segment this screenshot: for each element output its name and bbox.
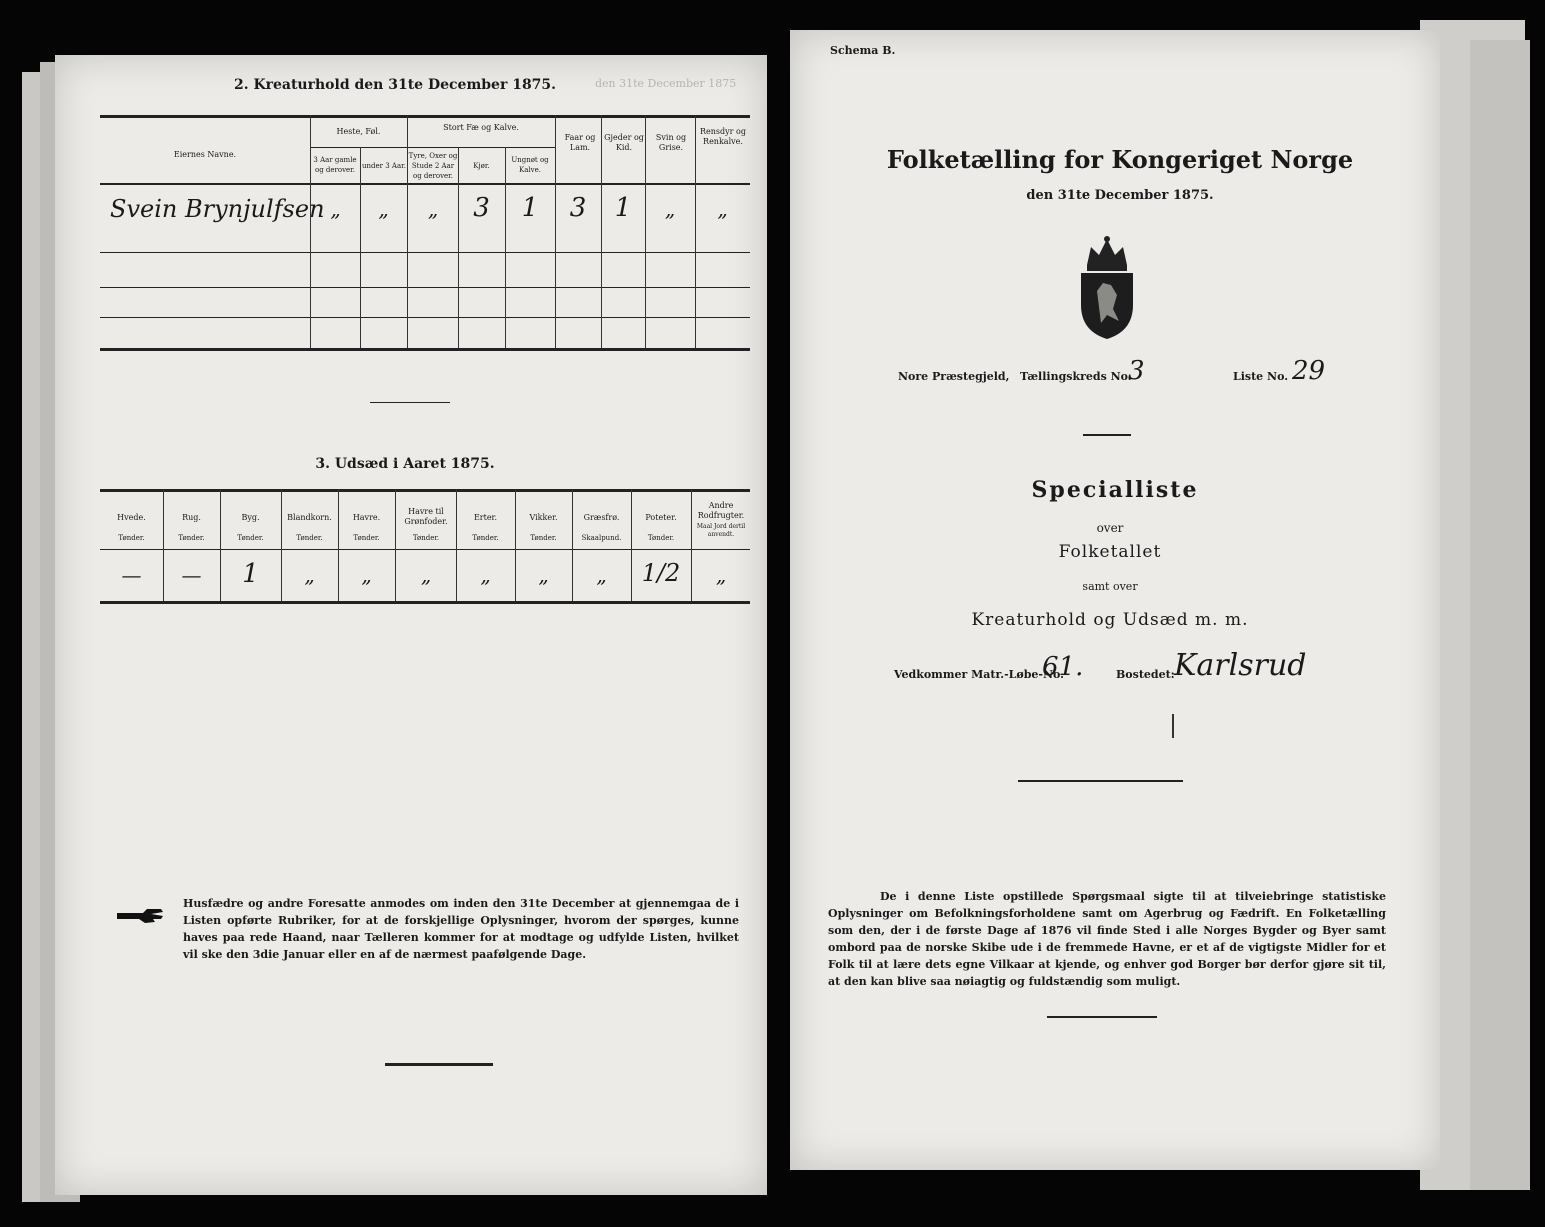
udsaed-value-vikker: „ (538, 563, 549, 587)
kreds-label: Tællingskreds No. (1020, 370, 1132, 383)
header-stort-fae: Stort Fæ og Kalve. (443, 123, 519, 132)
pointing-hand-icon (115, 905, 165, 927)
footer-rule (385, 1063, 493, 1066)
value-faar: 3 (569, 193, 587, 223)
udsaed-value-poteter: 1/2 (641, 559, 681, 587)
header-heste-sub1: 3 Aar gamle og derover. (313, 156, 357, 174)
specialliste-heading: Specialliste (1031, 477, 1199, 503)
value-rensdyr: „ (717, 197, 728, 221)
kreaturhold-heading: Kreaturhold og Udsæd m. m. (971, 610, 1249, 630)
udsaed-head-graesfro: Græsfrø. (583, 513, 620, 522)
bosted-label: Bostedet: (1116, 668, 1175, 681)
udsaed-head-rug: Rug. (182, 513, 201, 522)
footer-rule-right (1047, 1016, 1157, 1018)
header-fae-sub2: Kjør. (473, 162, 490, 170)
signature-rule (1018, 780, 1183, 782)
udsaed-value-andre: „ (715, 563, 727, 587)
table3-top-rule (100, 489, 750, 492)
udsaed-unit-poteter: Tønder. (647, 534, 675, 542)
liste-label: Liste No. (1233, 370, 1289, 383)
udsaed-unit-erter: Tønder. (472, 534, 499, 542)
udsaed-value-byg: 1 (242, 559, 259, 589)
udsaed-unit-havre: Tønder. (353, 534, 380, 542)
udsaed-head-byg: Byg. (241, 513, 260, 522)
table2-col-line (310, 115, 311, 348)
notice-text: Husfædre og andre Foresatte anmodes om inden den 31te December at gjennemgaa de i Listen opførte Rubriker, for at de forskjellige Oplysninger, hvorom der spørges, kunne haves paa rede Haand, naar Tælleren kommer for at modtage og udfylde Listen, hvilket vil ske den 3die Januar eller en af de nærmest paafølgende Dage. (183, 897, 739, 961)
table2-header-bottom-rule (100, 183, 750, 185)
table3-bottom-rule (100, 601, 750, 604)
matr-value: 61. (1042, 652, 1084, 682)
right-page (790, 30, 1440, 1170)
table2-col-line (458, 147, 459, 348)
right-page-stack-back-2 (1470, 40, 1530, 1190)
udsaed-head-havre: Havre. (352, 513, 381, 522)
udsaed-unit-blandkorn: Tønder. (296, 534, 323, 542)
header-gjeder: Gjeder og Kid. (604, 133, 644, 152)
udsaed-value-blandkorn: „ (304, 563, 315, 587)
udsaed-unit-rug: Tønder. (178, 534, 205, 542)
value-svin: „ (664, 197, 676, 221)
small-mark (1172, 714, 1174, 738)
table2-row-rule-1 (100, 252, 750, 253)
value-kjor: 3 (473, 193, 490, 223)
table2-col-line (645, 115, 646, 348)
udsaed-head-erter: Erter. (473, 513, 498, 522)
table2-col-line (695, 115, 696, 348)
folketallet-heading: Folketallet (1058, 542, 1162, 562)
section2-faded-title: den 31te December 1875 (595, 77, 737, 90)
header-heste: Heste, Føl. (336, 127, 381, 136)
udsaed-value-hvede: — (121, 563, 142, 587)
udsaed-head-hvede: Hvede. (117, 513, 146, 522)
table2-col-line (555, 115, 556, 348)
section3-title: 3. Udsæd i Aaret 1875. (315, 456, 495, 472)
udsaed-head-blandkorn: Blandkorn. (287, 513, 332, 522)
samt-over-text: samt over (1082, 580, 1138, 593)
header-svin: Svin og Grise. (655, 133, 687, 152)
udsaed-head-poteter: Poteter. (645, 513, 677, 522)
header-rensdyr: Rensdyr og Renkalve. (700, 127, 746, 146)
census-date: den 31te December 1875. (1026, 188, 1214, 203)
table3-header-bottom-rule (100, 549, 750, 550)
udsaed-unit-andre: Maal Jord dertil anvendt. (696, 523, 746, 538)
table2-col-line (601, 115, 602, 348)
table2-subhead-rule (310, 147, 555, 148)
udsaed-value-havre-gronfoder: „ (420, 563, 432, 587)
udsaed-unit-byg: Tønder. (237, 534, 264, 542)
over-text-1: over (1096, 521, 1124, 535)
table2-col-line (360, 147, 361, 348)
value-ungnot: 1 (521, 193, 539, 223)
udsaed-head-andre: Andre Rodfrugter. (697, 501, 745, 520)
udsaed-value-rug: — (181, 563, 202, 587)
value-tyre: „ (427, 197, 439, 221)
owner-name: Svein Brynjulfsen (110, 195, 325, 223)
table2-row-rule-2 (100, 287, 750, 288)
body-text: De i denne Liste opstillede Spørgsmaal sigte til at tilveiebringe statistiske Oplysninger om Befolkningsforholdene samt om Agerbrug og Fædrift. En Folketælling som den, der i de første Dage af 1876 vil finde Sted i alle Norges Bygder og Byer samt ombord paa de norske Skibe ude i de fremmede Havne, er et af de vigtigste Midler for et Folk til at lære dets egne Vilkaar at kjende, og enhver god Borger bør derfor gjøre sit til, at den kan blive saa nøiagtig og fuldstændig som muligt. (828, 890, 1386, 988)
header-fae-sub1: Tyre, Oxer og Stude 2 Aar og derover. (408, 152, 458, 180)
left-page (55, 55, 767, 1195)
udsaed-unit-graesfro: Skaalpund. (581, 534, 622, 542)
census-title: Folketælling for Kongeriget Norge (886, 145, 1354, 174)
table2-row-rule-3 (100, 317, 750, 318)
kreds-value: 3 (1128, 356, 1145, 386)
udsaed-value-havre: „ (361, 563, 372, 587)
matr-label: Vedkommer Matr.-Løbe-No. (894, 668, 1064, 681)
coat-of-arms-icon (1073, 235, 1141, 343)
separator-short (370, 402, 450, 403)
udsaed-value-erter: „ (480, 563, 491, 587)
value-heste-under3: „ (378, 197, 389, 221)
udsaed-unit-vikker: Tønder. (530, 534, 557, 542)
udsaed-unit-havre-gronfoder: Tønder. (412, 534, 440, 542)
divider-short (1083, 434, 1131, 436)
table2-bottom-rule (100, 348, 750, 351)
value-gjeder: 1 (614, 193, 632, 223)
schema-label: Schema B. (830, 44, 896, 57)
liste-value: 29 (1292, 356, 1326, 386)
table2-col-line (505, 147, 506, 348)
udsaed-value-graesfro: „ (596, 563, 607, 587)
prestegjeld-label: Nore Præstegjeld, (898, 370, 1010, 383)
value-heste-3aar: „ (330, 197, 341, 221)
udsaed-head-vikker: Vikker. (529, 513, 558, 522)
bosted-value: Karlsrud (1174, 648, 1307, 683)
header-owner: Eiernes Navne. (173, 150, 237, 159)
udsaed-unit-hvede: Tønder. (118, 534, 145, 542)
section2-title: 2. Kreaturhold den 31te December 1875. (233, 77, 557, 93)
udsaed-head-havre-gronfoder: Havre til Grønfoder. (404, 507, 448, 526)
header-heste-sub2: under 3 Aar. (362, 162, 406, 170)
header-fae-sub3: Ungnøt og Kalve. (511, 156, 549, 174)
header-faar: Faar og Lam. (564, 133, 596, 152)
table2-top-rule (100, 115, 750, 118)
table2-col-line (407, 115, 408, 348)
